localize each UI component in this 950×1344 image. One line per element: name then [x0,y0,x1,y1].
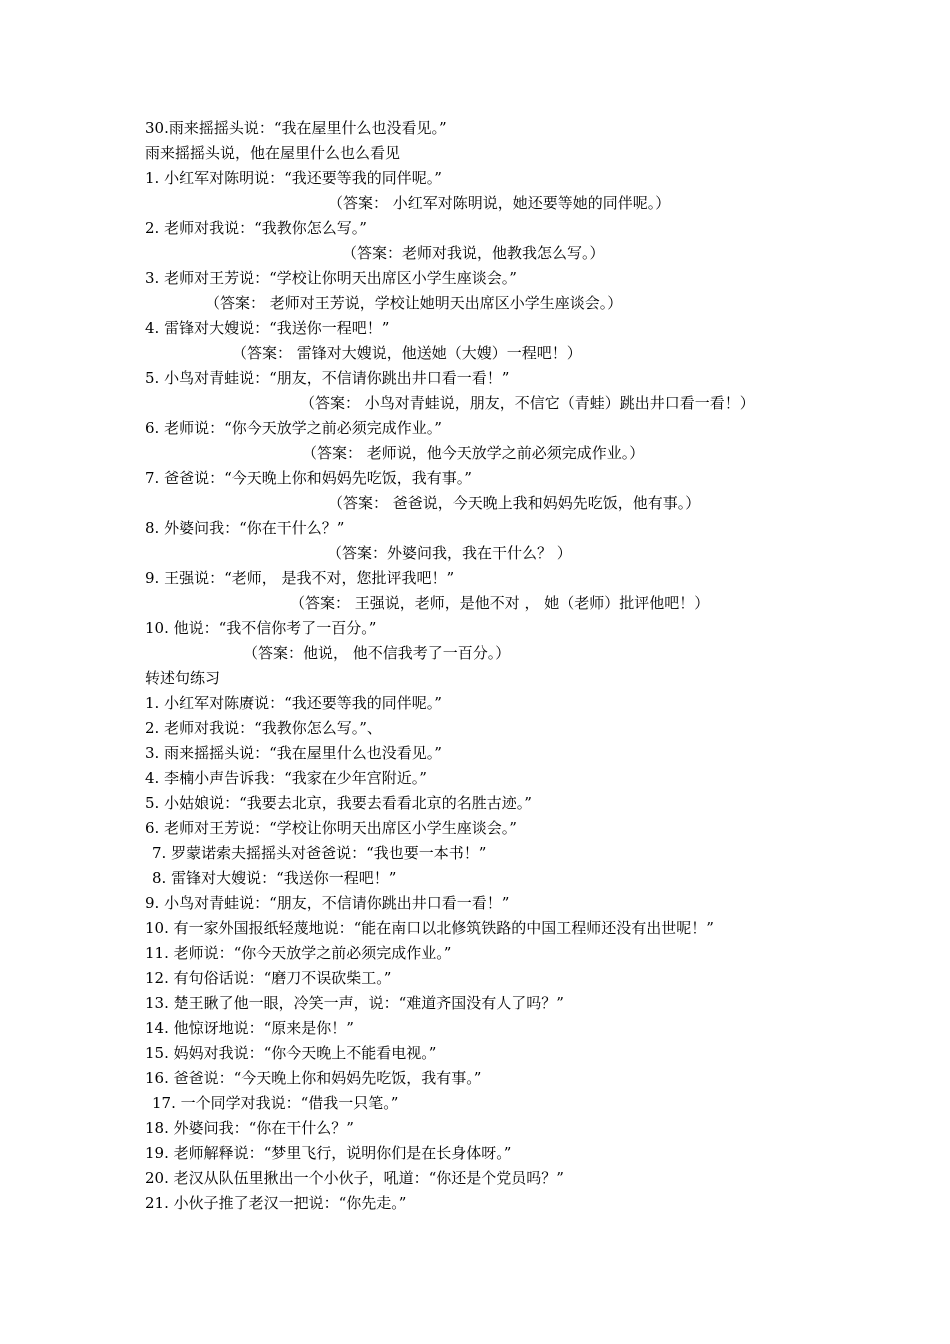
text-line: 2. 老师对我说：“我教你怎么写。” [145,219,367,237]
text-line: 9. 王强说：“老师， 是我不对，您批评我吧！” [145,569,455,587]
text-line: 10. 有一家外国报纸轻蔑地说：“能在南口以北修筑铁路的中国工程师还没有出世呢！” [145,919,714,937]
text-line: 21. 小伙子推了老汉一把说：“你先走。” [145,1194,407,1212]
text-line: 14. 他惊讶地说：“原来是你！” [145,1019,354,1037]
answer-line: （答案： 爸爸说，今天晚上我和妈妈先吃饭，他有事。） [328,494,701,512]
answer-line: （答案： 雷锋对大嫂说，他送她（大嫂）一程吧！） [232,344,582,362]
text-line: 1. 小红军对陈赓说：“我还要等我的同伴呢。” [145,694,442,712]
text-line: 7. 罗蒙诺索夫摇摇头对爸爸说：“我也要一本书！” [152,844,487,862]
answer-line: （答案： 小鸟对青蛙说，朋友，不信它（青蛙）跳出井口看一看！） [300,394,755,412]
text-line: 11. 老师说：“你今天放学之前必须完成作业。” [145,944,452,962]
text-line: 18. 外婆问我：“你在干什么？” [145,1119,354,1137]
text-line: 9. 小鸟对青蛙说：“朋友，不信请你跳出井口看一看！” [145,894,510,912]
text-line: 3. 雨来摇摇头说：“我在屋里什么也没看见。” [145,744,442,762]
text-line: 8. 外婆问我：“你在干什么？” [145,519,345,537]
text-line: 3. 老师对王芳说：“学校让你明天出席区小学生座谈会。” [145,269,517,287]
text-line: 12. 有句俗话说：“磨刀不误砍柴工。” [145,969,392,987]
answer-line: （答案： 王强说，老师，是他不对 ， 她（老师）批评他吧！） [290,594,710,612]
answer-line: （答案： 小红军对陈明说，她还要等她的同伴呢。） [328,194,671,212]
text-line: 15. 妈妈对我说：“你今天晚上不能看电视。” [145,1044,437,1062]
text-line: 30.雨来摇摇头说：“我在屋里什么也没看见。” [145,119,447,137]
text-line: 2. 老师对我说：“我教你怎么写。”、 [145,719,382,737]
text-line: 7. 爸爸说：“今天晚上你和妈妈先吃饭，我有事。” [145,469,472,487]
answer-line: （答案：老师对我说，他教我怎么写。） [342,244,605,262]
answer-line: （答案： 老师对王芳说，学校让她明天出席区小学生座谈会。） [205,294,623,312]
text-line: 4. 雷锋对大嫂说：“我送你一程吧！” [145,319,390,337]
text-line: 5. 小姑娘说：“我要去北京，我要去看看北京的名胜古迹。” [145,794,532,812]
text-line: 6. 老师说：“你今天放学之前必须完成作业。” [145,419,442,437]
text-line: 8. 雷锋对大嫂说：“我送你一程吧！” [152,869,397,887]
text-line: 13. 楚王瞅了他一眼，冷笑一声，说：“难道齐国没有人了吗？” [145,994,564,1012]
section-heading: 转述句练习 [145,669,221,687]
text-line: 17. 一个同学对我说：“借我一只笔。” [152,1094,399,1112]
text-line: 16. 爸爸说：“今天晚上你和妈妈先吃饭，我有事。” [145,1069,482,1087]
text-line: 20. 老汉从队伍里揪出一个小伙子，吼道：“你还是个党员吗？” [145,1169,564,1187]
text-line: 19. 老师解释说：“梦里飞行，说明你们是在长身体呀。” [145,1144,512,1162]
answer-line: （答案：他说， 他不信我考了一百分。） [243,644,511,662]
answer-line: （答案：外婆问我，我在干什么？ ） [327,544,572,562]
text-line: 雨来摇摇头说，他在屋里什么也么看见 [145,144,401,162]
text-line: 4. 李楠小声告诉我：“我家在少年宫附近。” [145,769,427,787]
answer-line: （答案： 老师说，他今天放学之前必须完成作业。） [302,444,645,462]
text-line: 10. 他说：“我不信你考了一百分。” [145,619,377,637]
text-line: 1. 小红军对陈明说：“我还要等我的同伴呢。” [145,169,442,187]
text-line: 5. 小鸟对青蛙说：“朋友，不信请你跳出井口看一看！” [145,369,510,387]
text-line: 6. 老师对王芳说：“学校让你明天出席区小学生座谈会。” [145,819,517,837]
